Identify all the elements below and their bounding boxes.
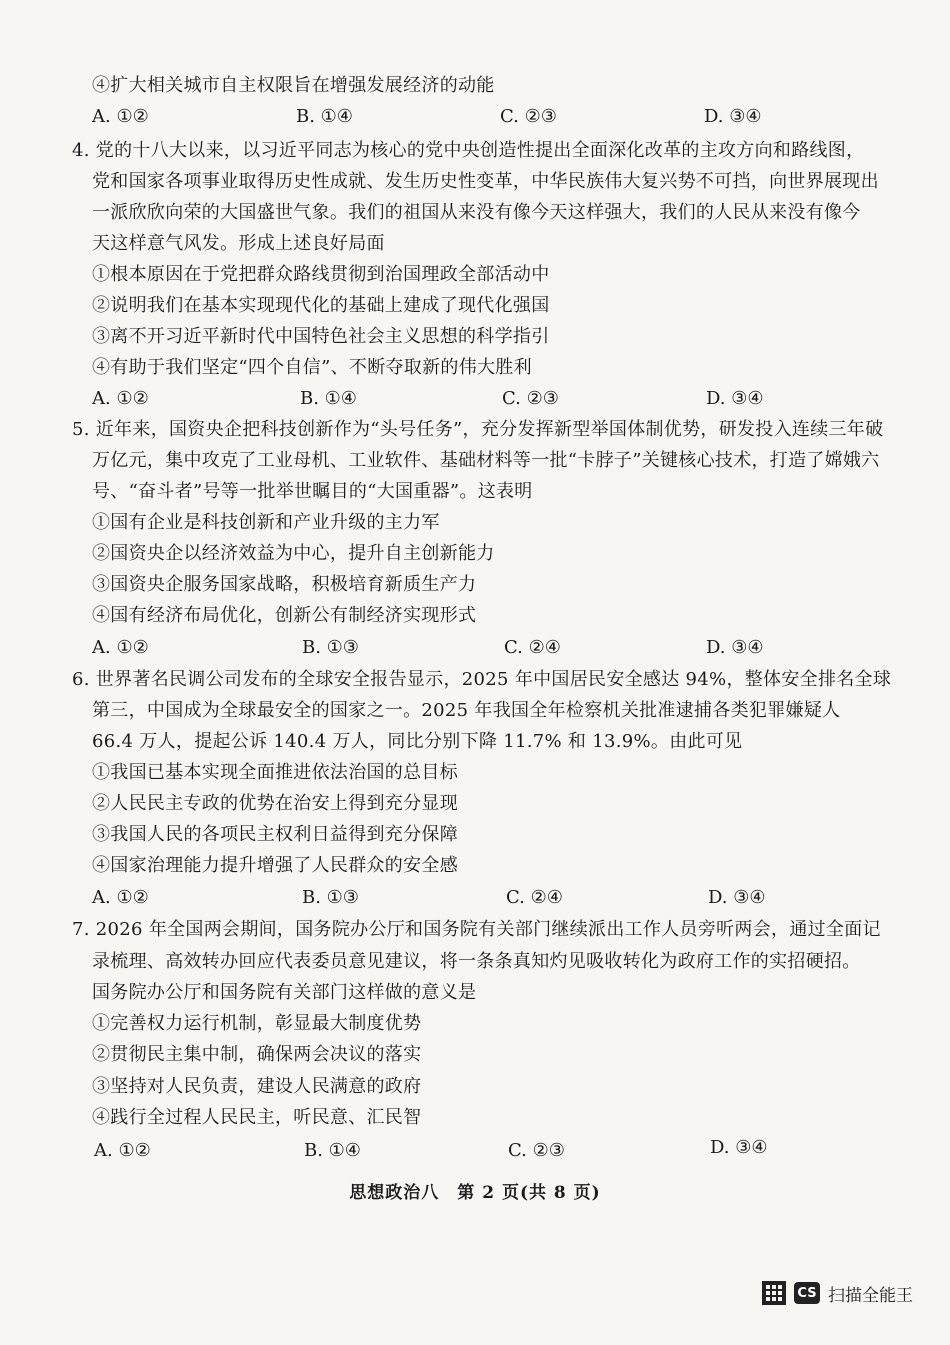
q4-stem-line-2: 党和国家各项事业取得历史性成就、发生历史性变革，中华民族伟大复兴势不可挡，向世界展现出 [92, 171, 879, 192]
q6-option-4: ④国家治理能力提升增强了人民群众的安全感 [92, 855, 458, 876]
q4-option-2: ②说明我们在基本实现现代化的基础上建成了现代化强国 [92, 295, 550, 316]
q5-stem-line-1: 5. 近年来，国资央企把科技创新作为“头号任务”，充分发挥新型举国体制优势，研发投入连续三年破 [72, 419, 884, 440]
q5-stem-line-3: 号、“奋斗者”号等一批举世瞩目的“大国重器”。这表明 [92, 481, 533, 502]
page-footer: 思想政治八 第 2 页(共 8 页) [349, 1183, 601, 1203]
q7-answer-b: B. ①④ [304, 1140, 361, 1161]
q7-option-1: ①完善权力运行机制，彰显最大制度优势 [92, 1013, 422, 1034]
q4-stem-line-3: 一派欣欣向荣的大国盛世气象。我们的祖国从来没有像今天这样强大，我们的人民从来没有像今 [92, 202, 861, 223]
q6-stem-line-2: 第三，中国成为全球最安全的国家之一。2025 年我国全年检察机关批准逮捕各类犯罪嫌疑人 [92, 700, 841, 721]
q5-option-3: ③国资央企服务国家战略，积极培育新质生产力 [92, 574, 477, 595]
q4-stem-line-4: 天这样意气风发。形成上述良好局面 [92, 233, 385, 254]
q7-stem-line-3: 国务院办公厅和国务院有关部门这样做的意义是 [92, 982, 477, 1003]
qr-code-icon [762, 1281, 786, 1305]
camscanner-logo-icon: CS [794, 1282, 820, 1304]
q4-answer-b: B. ①④ [300, 388, 357, 409]
q3-answer-d: D. ③④ [704, 106, 762, 127]
q7-option-4: ④践行全过程人民民主，听民意、汇民智 [92, 1107, 422, 1128]
q4-answer-d: D. ③④ [706, 388, 764, 409]
q4-answer-c: C. ②③ [502, 388, 559, 409]
q7-stem-line-2: 录梳理、高效转办回应代表委员意见建议，将一条条真知灼见吸收转化为政府工作的实招硬招。 [92, 951, 861, 972]
q6-answer-d: D. ③④ [708, 887, 766, 908]
q7-answer-c: C. ②③ [508, 1140, 565, 1161]
q5-answer-a: A. ①② [92, 637, 149, 658]
q7-option-2: ②贯彻民主集中制，确保两会决议的落实 [92, 1044, 422, 1065]
q6-option-1: ①我国已基本实现全面推进依法治国的总目标 [92, 762, 458, 783]
q3-answer-a: A. ①② [92, 106, 149, 127]
scanner-watermark [762, 1280, 913, 1306]
q6-answer-a: A. ①② [92, 887, 149, 908]
q5-option-2: ②国资央企以经济效益为中心，提升自主创新能力 [92, 543, 495, 564]
q3-answer-c: C. ②③ [500, 106, 557, 127]
q3-option-4: ④扩大相关城市自主权限旨在增强发展经济的动能 [92, 75, 495, 96]
q6-answer-b: B. ①③ [302, 887, 359, 908]
q5-stem-line-2: 万亿元，集中攻克了工业母机、工业软件、基础材料等一批“卡脖子”关键核心技术，打造了嫦娥六 [92, 450, 880, 471]
watermark-text: 扫描全能王 [828, 1285, 913, 1306]
q6-option-3: ③我国人民的各项民主权利日益得到充分保障 [92, 824, 458, 845]
q6-answer-c: C. ②④ [506, 887, 563, 908]
q4-option-3: ③离不开习近平新时代中国特色社会主义思想的科学指引 [92, 326, 550, 347]
q7-option-3: ③坚持对人民负责，建设人民满意的政府 [92, 1076, 422, 1097]
q5-answer-c: C. ②④ [504, 637, 561, 658]
q5-option-1: ①国有企业是科技创新和产业升级的主力军 [92, 512, 440, 533]
q6-stem-line-1: 6. 世界著名民调公司发布的全球安全报告显示，2025 年中国居民安全感达 94%，整体安全排名全球 [72, 669, 892, 690]
q7-stem-line-1: 7. 2026 年全国两会期间，国务院办公厅和国务院有关部门继续派出工作人员旁听两会，通过全面记 [72, 919, 881, 940]
q4-answer-a: A. ①② [92, 388, 149, 409]
q7-answer-a: A. ①② [94, 1140, 151, 1161]
q6-option-2: ②人民民主专政的优势在治安上得到充分显现 [92, 793, 458, 814]
q4-option-1: ①根本原因在于党把群众路线贯彻到治国理政全部活动中 [92, 264, 550, 285]
q4-stem-line-1: 4. 党的十八大以来，以习近平同志为核心的党中央创造性提出全面深化改革的主攻方向和路线图， [72, 140, 865, 161]
q4-option-4: ④有助于我们坚定“四个自信”、不断夺取新的伟大胜利 [92, 357, 532, 378]
q5-answer-d: D. ③④ [706, 637, 764, 658]
q7-answer-d: D. ③④ [710, 1137, 768, 1158]
q5-option-4: ④国有经济布局优化，创新公有制经济实现形式 [92, 605, 477, 626]
q6-stem-line-3: 66.4 万人，提起公诉 140.4 万人，同比分别下降 11.7% 和 13.9%。由此可见 [92, 731, 743, 752]
q3-answer-b: B. ①④ [296, 106, 353, 127]
q5-answer-b: B. ①③ [302, 637, 359, 658]
